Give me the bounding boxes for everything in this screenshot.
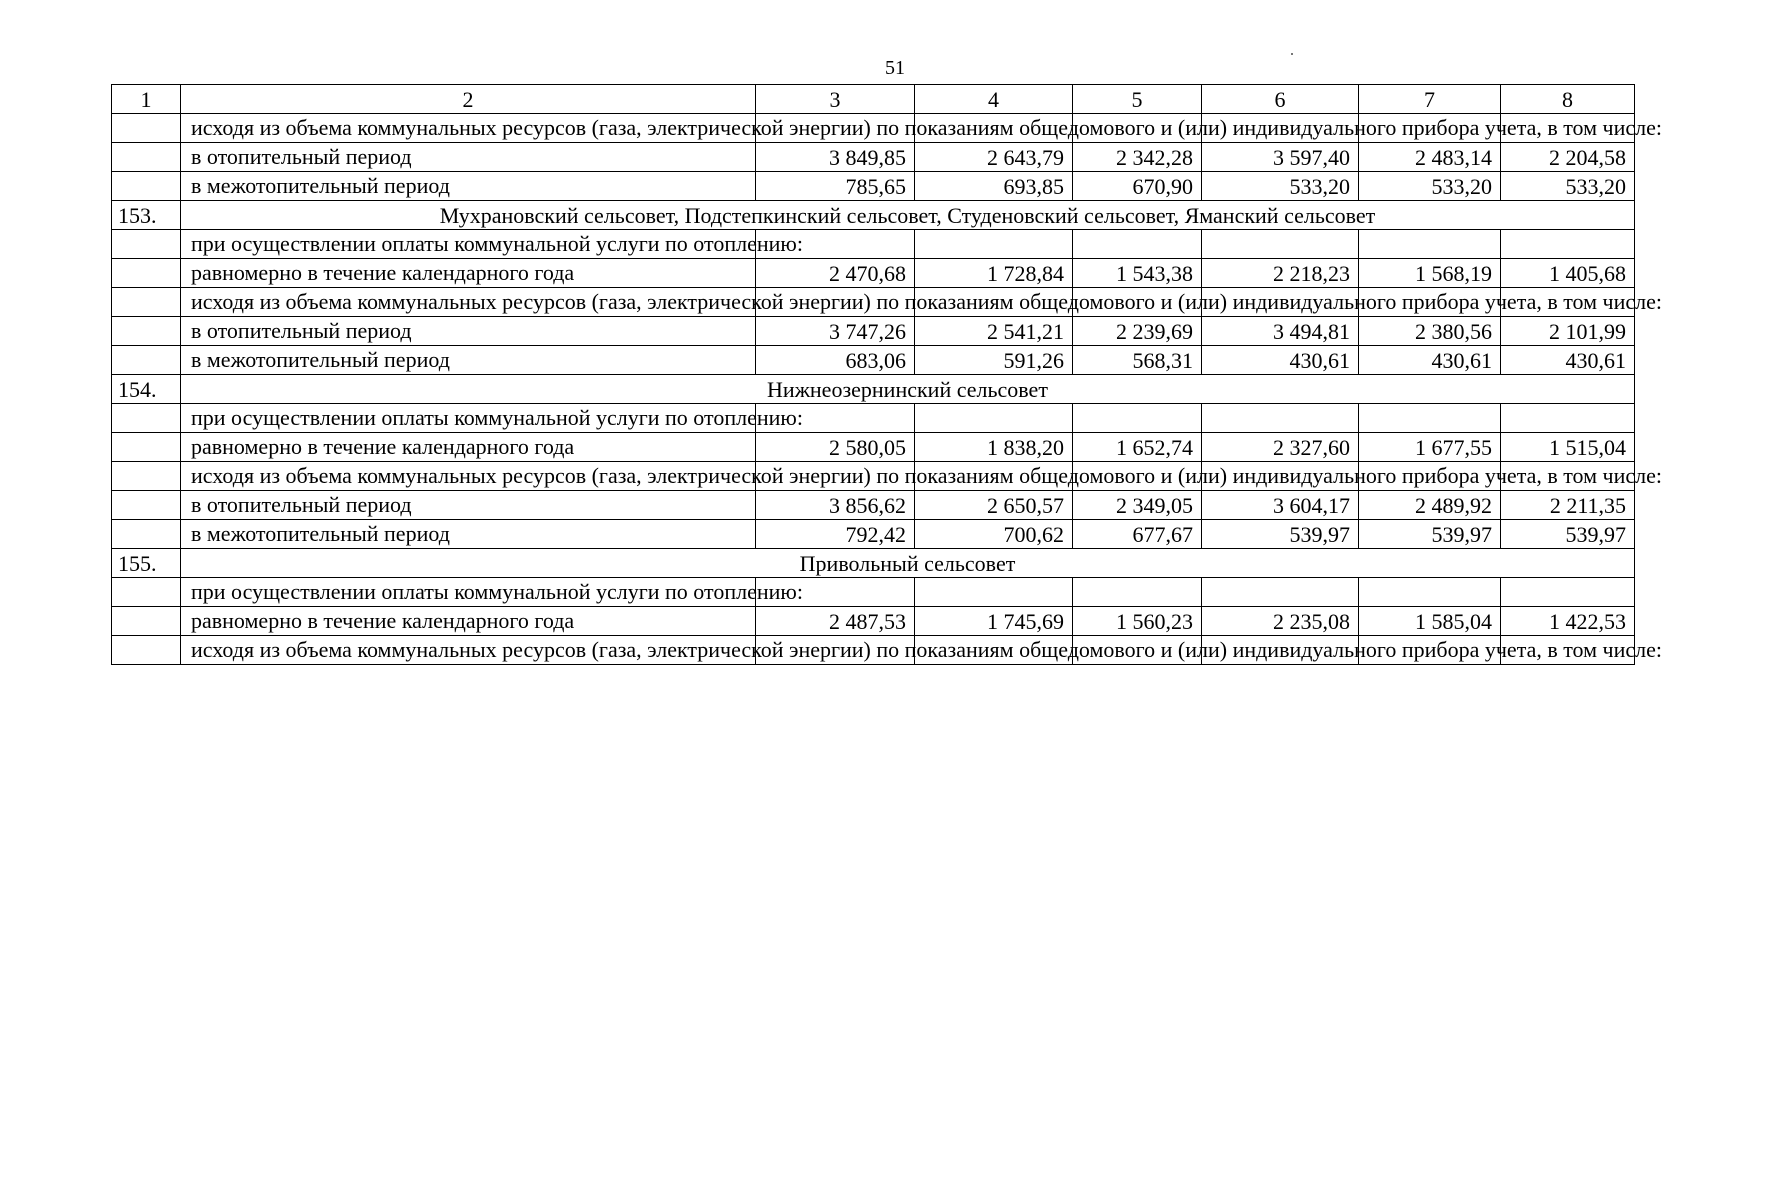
row-label: в отопительный период (181, 317, 756, 346)
value-cell: 2 643,79 (915, 143, 1073, 172)
value-cell: 2 218,23 (1202, 259, 1359, 288)
row-number-cell (112, 114, 181, 143)
value-cell (1359, 578, 1501, 607)
value-cell (915, 578, 1073, 607)
value-cell: 3 849,85 (756, 143, 915, 172)
header-cell: 6 (1202, 85, 1359, 114)
metered-label-row (112, 636, 1635, 665)
row-number-cell (112, 346, 181, 375)
value-cell: 1 838,20 (915, 433, 1073, 462)
off-season-row (112, 520, 1635, 549)
value-cell: 1 585,04 (1359, 607, 1501, 636)
value-cell: 3 747,26 (756, 317, 915, 346)
section-title: Мухрановский сельсовет, Подстепкинский сельсовет, Студеновский сельсовет, Яманский сельсовет (181, 201, 1635, 230)
section-title: Привольный сельсовет (181, 549, 1635, 578)
uniform-payment-row (112, 259, 1635, 288)
off-season-row (112, 172, 1635, 201)
value-cell: 670,90 (1073, 172, 1202, 201)
payment-label-row (112, 578, 1635, 607)
row-number-cell (112, 462, 181, 491)
value-cell: 2 239,69 (1073, 317, 1202, 346)
section-number: 155. (112, 549, 181, 578)
row-label: при осуществлении оплаты коммунальной услуги по отоплению: (181, 404, 756, 433)
value-cell: 1 543,38 (1073, 259, 1202, 288)
value-cell: 683,06 (756, 346, 915, 375)
off-season-row (112, 346, 1635, 375)
value-cell (1501, 230, 1635, 259)
uniform-payment-row (112, 607, 1635, 636)
row-number-cell (112, 230, 181, 259)
metered-label-row (112, 114, 1635, 143)
section-header-row (112, 375, 1635, 404)
tariff-table (111, 84, 1663, 665)
header-cell: 5 (1073, 85, 1202, 114)
value-cell: 2 235,08 (1202, 607, 1359, 636)
value-cell (1359, 230, 1501, 259)
metered-label-row (112, 288, 1635, 317)
value-cell: 2 349,05 (1073, 491, 1202, 520)
value-cell (1202, 230, 1359, 259)
value-cell: 1 728,84 (915, 259, 1073, 288)
value-cell (915, 230, 1073, 259)
payment-label-row (112, 230, 1635, 259)
value-cell (915, 404, 1073, 433)
row-label: при осуществлении оплаты коммунальной услуги по отоплению: (181, 230, 756, 259)
value-cell: 3 597,40 (1202, 143, 1359, 172)
row-label: в межотопительный период (181, 520, 756, 549)
value-cell: 1 560,23 (1073, 607, 1202, 636)
value-cell: 3 494,81 (1202, 317, 1359, 346)
header-cell: 7 (1359, 85, 1501, 114)
value-cell: 700,62 (915, 520, 1073, 549)
row-label: равномерно в течение календарного года (181, 607, 756, 636)
row-number-cell (112, 520, 181, 549)
value-cell: 693,85 (915, 172, 1073, 201)
row-label: исходя из объема коммунальных ресурсов (газа, электрической энергии) по показаниям общедомового и (или) индивидуального прибора учета, в том числе: (181, 462, 756, 491)
value-cell (1073, 404, 1202, 433)
row-label: в межотопительный период (181, 346, 756, 375)
value-cell: 539,97 (1359, 520, 1501, 549)
value-cell: 430,61 (1359, 346, 1501, 375)
value-cell: 539,97 (1501, 520, 1635, 549)
value-cell: 2 470,68 (756, 259, 915, 288)
payment-label-row (112, 404, 1635, 433)
row-number-cell (112, 172, 181, 201)
value-cell: 2 489,92 (1359, 491, 1501, 520)
value-cell (1501, 404, 1635, 433)
header-cell: 3 (756, 85, 915, 114)
row-label: в межотопительный период (181, 172, 756, 201)
value-cell: 2 327,60 (1202, 433, 1359, 462)
value-cell: 1 422,53 (1501, 607, 1635, 636)
row-label: исходя из объема коммунальных ресурсов (газа, электрической энергии) по показаниям общедомового и (или) индивидуального прибора учета, в том числе: (181, 114, 756, 143)
heating-period-row (112, 317, 1635, 346)
value-cell: 539,97 (1202, 520, 1359, 549)
section-header-row (112, 201, 1635, 230)
header-cell: 8 (1501, 85, 1635, 114)
row-label: в отопительный период (181, 143, 756, 172)
row-number-cell (112, 317, 181, 346)
value-cell: 1 677,55 (1359, 433, 1501, 462)
row-number-cell (112, 491, 181, 520)
value-cell: 2 204,58 (1501, 143, 1635, 172)
row-number-cell (112, 288, 181, 317)
header-row (112, 85, 1635, 114)
heating-period-row (112, 143, 1635, 172)
value-cell: 430,61 (1202, 346, 1359, 375)
value-cell: 1 745,69 (915, 607, 1073, 636)
value-cell: 2 380,56 (1359, 317, 1501, 346)
value-cell: 2 342,28 (1073, 143, 1202, 172)
row-number-cell (112, 404, 181, 433)
row-label: исходя из объема коммунальных ресурсов (газа, электрической энергии) по показаниям общедомового и (или) индивидуального прибора учета, в том числе: (181, 636, 756, 665)
value-cell: 2 650,57 (915, 491, 1073, 520)
value-cell: 785,65 (756, 172, 915, 201)
value-cell: 2 211,35 (1501, 491, 1635, 520)
value-cell: 533,20 (1202, 172, 1359, 201)
value-cell: 3 604,17 (1202, 491, 1359, 520)
value-cell (1073, 230, 1202, 259)
header-cell: 4 (915, 85, 1073, 114)
section-number: 153. (112, 201, 181, 230)
row-number-cell (112, 433, 181, 462)
value-cell (1073, 578, 1202, 607)
header-cell: 2 (181, 85, 756, 114)
row-number-cell (112, 636, 181, 665)
value-cell: 591,26 (915, 346, 1073, 375)
value-cell: 533,20 (1359, 172, 1501, 201)
row-number-cell (112, 259, 181, 288)
section-title: Нижнеозернинский сельсовет (181, 375, 1635, 404)
value-cell: 792,42 (756, 520, 915, 549)
row-number-cell (112, 607, 181, 636)
value-cell (1359, 404, 1501, 433)
value-cell: 2 487,53 (756, 607, 915, 636)
row-label: равномерно в течение календарного года (181, 433, 756, 462)
value-cell: 1 515,04 (1501, 433, 1635, 462)
row-number-cell (112, 578, 181, 607)
section-number: 154. (112, 375, 181, 404)
value-cell: 2 580,05 (756, 433, 915, 462)
uniform-payment-row (112, 433, 1635, 462)
row-label: равномерно в течение календарного года (181, 259, 756, 288)
value-cell: 2 101,99 (1501, 317, 1635, 346)
row-number-cell (112, 143, 181, 172)
value-cell (1202, 578, 1359, 607)
row-label: исходя из объема коммунальных ресурсов (газа, электрической энергии) по показаниям общедомового и (или) индивидуального прибора учета, в том числе: (181, 288, 756, 317)
value-cell: 430,61 (1501, 346, 1635, 375)
value-cell (1501, 578, 1635, 607)
section-header-row (112, 549, 1635, 578)
row-label: в отопительный период (181, 491, 756, 520)
value-cell: 2 483,14 (1359, 143, 1501, 172)
value-cell: 568,31 (1073, 346, 1202, 375)
value-cell: 1 652,74 (1073, 433, 1202, 462)
value-cell: 3 856,62 (756, 491, 915, 520)
value-cell: 2 541,21 (915, 317, 1073, 346)
heating-period-row (112, 491, 1635, 520)
metered-label-row (112, 462, 1635, 491)
header-cell: 1 (112, 85, 181, 114)
scan-speck (1291, 53, 1293, 55)
value-cell: 1 568,19 (1359, 259, 1501, 288)
value-cell: 1 405,68 (1501, 259, 1635, 288)
value-cell (1202, 404, 1359, 433)
table-body (112, 85, 1663, 665)
value-cell: 533,20 (1501, 172, 1635, 201)
value-cell: 677,67 (1073, 520, 1202, 549)
row-label: при осуществлении оплаты коммунальной услуги по отоплению: (181, 578, 756, 607)
page-number: 51 (885, 57, 905, 79)
